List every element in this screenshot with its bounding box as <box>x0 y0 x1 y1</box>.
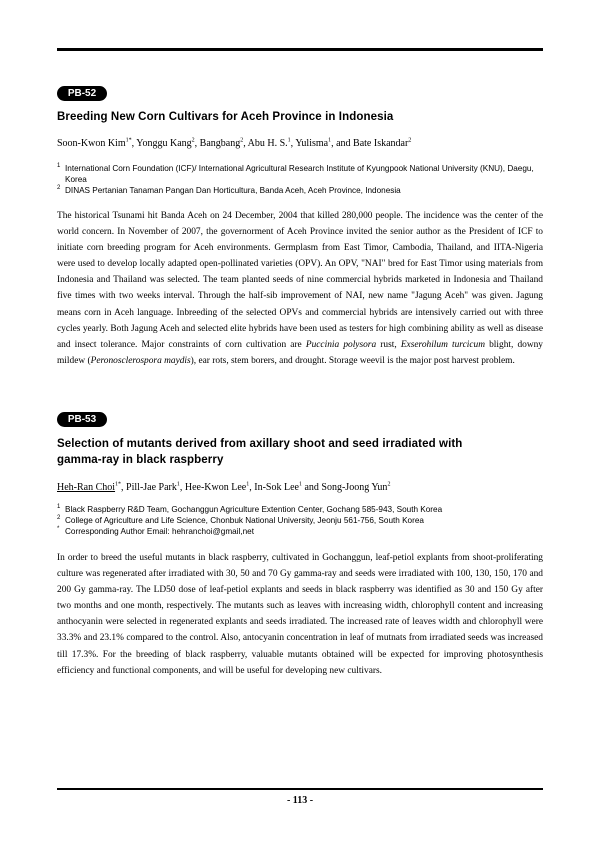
title-line: Selection of mutants derived from axillary shoot and seed irradiated with <box>57 438 463 450</box>
abstract-body <box>57 208 543 369</box>
abstract-code-badge: PB-52 <box>57 86 107 101</box>
author-sup: 1 <box>328 137 332 144</box>
title-line: gamma-ray in black raspberry <box>57 454 224 466</box>
author-sup: 1* <box>125 137 132 144</box>
author-sup: 2 <box>387 481 391 488</box>
abstract-title <box>57 436 543 468</box>
abstract-title <box>57 109 543 125</box>
species-name: Puccinia polysora <box>305 339 377 350</box>
author-sup: 1 <box>287 137 291 144</box>
abstract-text: The historical Tsunami hit Banda Aceh on 24 December, 2004 that killed 280,000 people. The incidence was the center of the world concern. In November of 2007, the governorment of Aceh Province invited the senior author as the President of ICF to initiate corn breeding program for Aceh environments. Germplasm from East Timor, Cambodia, Thailand, and IITA-Nigeria were used to develop locally adapted open-pollinated varieties (OPV). An OPV, "NAI" bred for East Timor using materials from Indonesia and Thailand was selected. The team planted seeds of nine commercial hybrids marketed in Indonesia and Thailand five times with two weeks interval. Through the half-sib improvement of NAI, new name "Jagung Aceh" was given. Jagung means corn in Aceh language. Inbreeding of the selected OPVs and commercial hybrids are intensively carried out with three cycles yearly. Both Jagung Aceh and selected elite hybrids have been used as testers for high combining ability as well as disease and insect tolerance. Major constraints of corn cultivation are <box>57 211 543 350</box>
author-list: Soon-Kwon Kim$^{1*}$, Yonggu Kang$^2$, Bangbang$^2$, Abu H. S.$^1$, Yulisma$^1$, and Bate Iskandar$^2$ <box>57 137 412 149</box>
affiliation-list <box>57 163 543 197</box>
affiliation-text: Corresponding Author Email: hehranchoi@gmail,net <box>65 527 254 537</box>
author-name: Pill-Jae Park <box>126 482 177 493</box>
author-sup: 1 <box>176 481 180 488</box>
abstract-text: ), ear rots, stem borers, and drought. Storage weevil is the major post harvest problem. <box>190 355 515 366</box>
author-name: Bate Iskandar <box>353 138 409 149</box>
author-name: Bangbang <box>199 138 241 149</box>
author-sup: 1 <box>246 481 250 488</box>
abstract-body <box>57 550 543 679</box>
author-sup: 2 <box>191 137 195 144</box>
author-sup: 2 <box>240 137 244 144</box>
author-name: Song-Joong Yun <box>321 482 388 493</box>
bottom-rule <box>57 788 543 790</box>
abstract-text: rust, <box>376 339 401 350</box>
affiliation: 1 International Corn Foundation (ICF)/ International Agricultural Research Institute of Kyungpook National University (KNU), Daegu, Korea <box>57 163 534 185</box>
abstract-text: In order to breed the useful mutants in black raspberry, cultivated in Gochanggun, leaf-petiol explants from shoot-proliferating culture was regenerated after irradiated with 30, 50 and 70 Gy gamma-ray and seeds were irradiated with 100, 130, 150, 170 and 200 Gy gamma-ray. The LD50 dose of leaf-petiol explants and seeds in black raspberry was identified as 30 and 150 Gy after two months and one month, respectively. The mutants such as leaves with increasing width, chlorophyll content and increasing anthocyanin were selected in regenerated explants and seeds irradiated. The increased rate of leaves width and chlorophyll were 33.3% and 23.1% compared to the control. Also, antocyanin concentration in leaf of mutnats from irradiated seeds was increased till 17.3%. For the breeding of black raspberry, valuable mutants obtained will be expected for improving photosynthesis efficiency and functional components, and will be useful for developing new cultivars. <box>57 553 543 676</box>
author-name: Hee-Kwon Lee <box>184 482 247 493</box>
author-list: Heh-Ran Choi$^{1*}$, Pill-Jae Park$^1$, Hee-Kwon Lee$^1$, In-Sok Lee$^1$ and Song-Joong Yun$^2$ <box>57 481 391 493</box>
affiliation-text: International Corn Foundation (ICF)/ International Agricultural Research Institute of Kyungpook National University (KNU), Daegu, Korea <box>65 164 534 185</box>
title-line: Breeding New Corn Cultivars for Aceh Province in Indonesia <box>57 111 394 123</box>
abstract-text: blight, downy mildew ( <box>57 339 543 366</box>
abstract-code-badge: PB-53 <box>57 412 107 427</box>
affiliation: * Corresponding Author Email: hehranchoi@gmail,net <box>57 526 254 537</box>
affiliation-text: Black Raspberry R&D Team, Gochanggun Agriculture Extention Center, Gochang 585-943, South Korea <box>65 505 443 514</box>
species-name: Exserohilum turcicum <box>400 339 485 350</box>
author-name: Yulisma <box>295 138 329 149</box>
author-name: Abu H. S. <box>247 138 288 149</box>
author-name: In-Sok Lee <box>254 482 299 493</box>
top-rule <box>57 48 543 51</box>
author-name: Soon-Kwon Kim <box>57 138 126 149</box>
affiliation-text: DINAS Pertanian Tanaman Pangan Dan Horticultura, Banda Aceh, Aceh Province, Indonesia <box>65 186 401 196</box>
page-number: - 113 - <box>286 795 314 806</box>
affiliation: 2 DINAS Pertanian Tanaman Pangan Dan Horticultura, Banda Aceh, Aceh Province, Indonesia <box>57 185 401 196</box>
affiliation: 1 Black Raspberry R&D Team, Gochanggun Agriculture Extention Center, Gochang 585-943, South Korea <box>57 504 443 514</box>
author-sup: 1 <box>298 481 302 488</box>
species-name: Peronosclerospora maydis <box>90 355 191 366</box>
affiliation-list <box>57 504 543 538</box>
author-sup: 1* <box>115 481 122 488</box>
author-sup: 2 <box>408 137 412 144</box>
affiliation: 2 College of Agriculture and Life Science, Chonbuk National University, Jeonju 561-756, South Korea <box>57 515 424 526</box>
author-name: Heh-Ran Choi <box>57 482 116 493</box>
affiliation-text: College of Agriculture and Life Science, Chonbuk National University, Jeonju 561-756, South Korea <box>65 516 424 526</box>
author-name: Yonggu Kang <box>136 138 192 149</box>
